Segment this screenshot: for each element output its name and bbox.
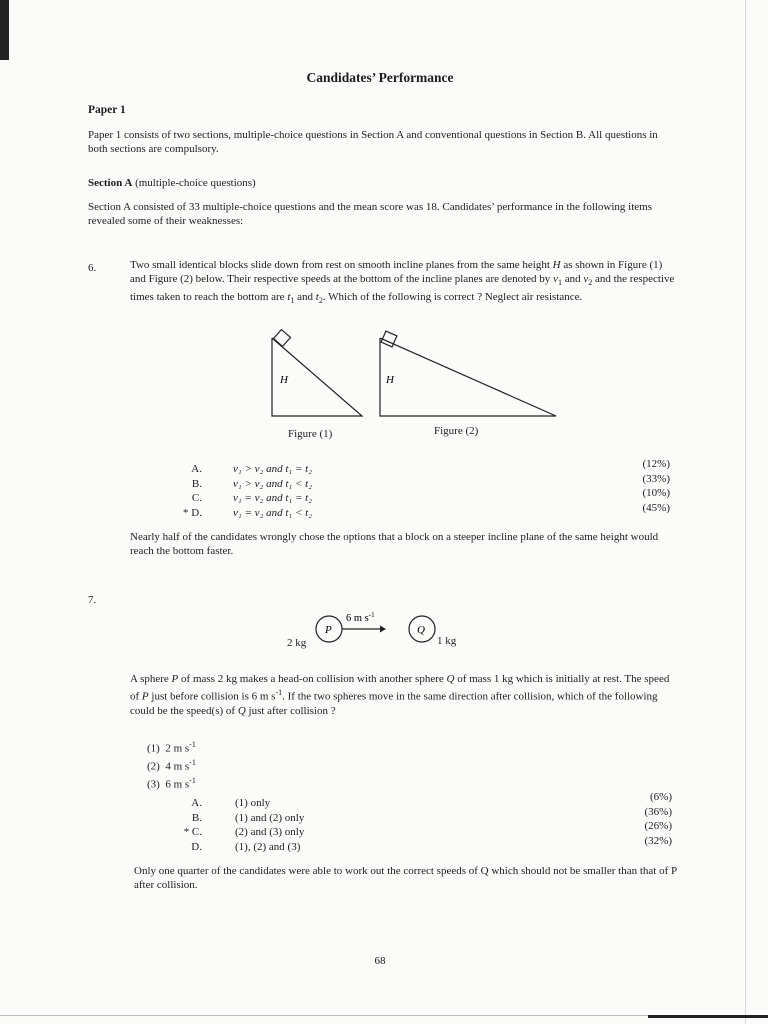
question-6-text: Two small identical blocks slide down from rest on smooth incline planes from the same height H as shown in Figure (1) and Figure (2) below. Their respective speeds at the bottom of the incline planes are denoted by $v_1$ and $v_2$ and the respective times taken to reach the bottom are $t_1$ and $t_2$. Which of the following is correct ? Neglect air resistance. bbox=[130, 259, 675, 306]
q7-option-b-letter: B. bbox=[191, 811, 202, 824]
q6-comment: Nearly half of the candidates wrongly chose the options that a block on a steeper incline plane of the same height would reach the bottom faster. bbox=[130, 531, 659, 557]
q6-option-c-letter: C. bbox=[191, 492, 202, 504]
intro-paragraph: Paper 1 consists of two sections, multiple-choice questions in Section A and conventional questions in Section B. All questions in both sections are compulsory. bbox=[88, 129, 658, 155]
speed-label: 6 m $s^{-1}$ bbox=[346, 611, 375, 624]
q7-choice-2: (2) 4 m $s^{-1}$ bbox=[147, 758, 196, 773]
figure-2-caption: Figure (2) bbox=[434, 425, 479, 437]
question-7-number: 7. bbox=[88, 594, 97, 606]
q6-option-texts bbox=[233, 462, 312, 520]
q6-option-d-pct: (45%) bbox=[642, 501, 670, 514]
q7-choice-3: (3) 6 m $s^{-1}$ bbox=[147, 776, 196, 791]
q7-option-b-text: (1) and (2) only bbox=[235, 811, 305, 824]
figure-2-incline bbox=[380, 331, 556, 416]
page-number: 68 bbox=[374, 955, 386, 967]
figure-1-caption: Figure (1) bbox=[288, 428, 333, 440]
figure-1-incline bbox=[272, 330, 362, 416]
q6-option-d-text: v₁ = v₂ and t₁ < t₂ bbox=[233, 506, 313, 519]
q6-percentages bbox=[610, 457, 670, 515]
mass-q-label: 1 kg bbox=[437, 635, 457, 647]
q6-option-a-letter: A. bbox=[191, 463, 202, 475]
q6-option-d-letter: * D. bbox=[183, 506, 202, 519]
scan-edge-mark bbox=[0, 0, 9, 60]
q7-percentages bbox=[610, 790, 672, 848]
q6-option-a-text: v₁ > v₂ and t₁ = t₂ bbox=[233, 463, 313, 475]
q7-comment: Only one quarter of the candidates were able to work out the correct speeds of Q which should not be smaller than that of P after collision. bbox=[134, 865, 677, 891]
q7-option-b-pct: (36%) bbox=[644, 805, 672, 818]
arrow-head bbox=[380, 626, 386, 633]
sphere-p-label: P bbox=[325, 624, 332, 636]
figure-2-height-label: H bbox=[386, 374, 394, 386]
q6-option-b-letter: B. bbox=[191, 477, 202, 490]
page-title: Candidates’ Performance bbox=[306, 70, 454, 85]
figure-1-height-label: H bbox=[280, 374, 288, 386]
q7-option-letters bbox=[172, 796, 202, 854]
question-6-number: 6. bbox=[88, 262, 97, 274]
q7-option-d-pct: (32%) bbox=[644, 834, 672, 847]
scan-bottom-mark bbox=[648, 1015, 768, 1018]
sphere-q-label: Q bbox=[417, 624, 425, 636]
q7-option-a-text: (1) only bbox=[235, 797, 271, 809]
q7-choices bbox=[147, 738, 196, 792]
section-heading-bold: Section A bbox=[88, 177, 133, 189]
q7-option-c-letter: * C. bbox=[183, 826, 202, 838]
section-heading bbox=[88, 176, 256, 190]
q7-option-texts bbox=[235, 796, 304, 854]
section-intro: Section A consisted of 33 multiple-choice questions and the mean score was 18. Candidates’ performance in the following items revealed some of their weaknesses: bbox=[88, 201, 653, 227]
section-heading-rest: (multiple-choice questions) bbox=[132, 177, 256, 189]
mass-p-label: 2 kg bbox=[287, 637, 307, 649]
q7-option-d-text: (1), (2) and (3) bbox=[235, 840, 301, 853]
q6-option-a-pct: (12%) bbox=[642, 458, 670, 470]
scan-right-edge bbox=[745, 0, 746, 1024]
q7-option-c-pct: (26%) bbox=[644, 820, 672, 832]
q7-choice-1: (1) 2 m $s^{-1}$ bbox=[147, 740, 196, 755]
q7-option-a-pct: (6%) bbox=[650, 791, 672, 803]
q7-option-a-letter: A. bbox=[191, 797, 202, 809]
q6-option-letters bbox=[172, 462, 202, 520]
paper-heading: Paper 1 bbox=[88, 104, 126, 116]
q6-option-c-pct: (10%) bbox=[642, 487, 670, 499]
q7-option-c-text: (2) and (3) only bbox=[235, 826, 305, 838]
q6-option-b-pct: (33%) bbox=[642, 472, 670, 485]
question-7-text: A sphere P of mass 2 kg makes a head-on collision with another sphere Q of mass 1 kg which is initially at rest. The speed of P just before collision is 6 m $s^{-1}$. If the two spheres move in the same direction after collision, which of the following could be the speed(s) of Q just after collision ? bbox=[130, 673, 670, 717]
q6-option-b-text: v₁ > v₂ and t₁ < t₂ bbox=[233, 477, 313, 490]
q7-option-d-letter: D. bbox=[191, 840, 202, 853]
incline-figures bbox=[262, 328, 572, 418]
q6-option-c-text: v₁ = v₂ and t₁ = t₂ bbox=[233, 492, 313, 504]
